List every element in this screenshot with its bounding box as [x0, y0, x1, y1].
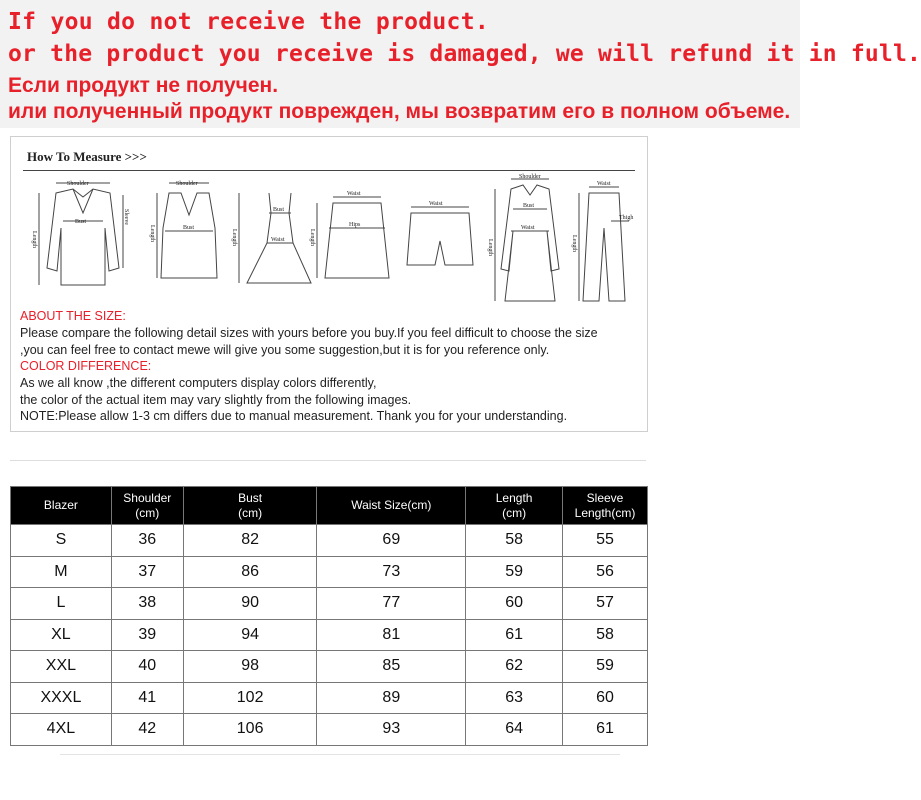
measurement-cell: 58	[563, 619, 648, 651]
camisole-diagram	[149, 181, 217, 278]
measurement-cell: 61	[563, 714, 648, 746]
measurement-cell: 98	[183, 651, 317, 683]
table-row	[11, 619, 648, 651]
measurement-cell: 42	[111, 714, 183, 746]
about-size-text-1: Please compare the following detail sizes with yours before you buy.If you feel difficult to choose the size	[20, 326, 598, 340]
refund-banner	[0, 0, 921, 128]
measurement-cell: 94	[183, 619, 317, 651]
refund-line-3: Если продукт не получен.	[8, 74, 279, 97]
garment-illustrations	[11, 173, 647, 313]
measurement-cell: 73	[317, 556, 466, 588]
measurement-cell: 102	[183, 682, 317, 714]
title-divider	[23, 170, 635, 171]
measurement-cell: 63	[466, 682, 563, 714]
bust-label: Bust	[183, 225, 195, 231]
sleeve-label: Sleeve	[123, 209, 129, 225]
header-cell	[11, 487, 112, 525]
measurement-cell: 64	[466, 714, 563, 746]
measurement-cell: 36	[111, 525, 183, 557]
measurement-cell: 40	[111, 651, 183, 683]
footer-divider	[60, 754, 620, 755]
measurement-cell: 37	[111, 556, 183, 588]
header-text: Bust	[238, 490, 263, 505]
header-cell	[466, 487, 563, 525]
measurement-cell: 56	[563, 556, 648, 588]
size-label-cell: S	[11, 525, 112, 557]
waist-label: Waist	[347, 191, 361, 197]
header-text: Sleeve	[586, 490, 624, 505]
measurement-cell: 60	[466, 588, 563, 620]
measurement-cell: 60	[563, 682, 648, 714]
length-label: Length	[231, 229, 237, 246]
waist-label: Waist	[521, 225, 535, 231]
table-row	[11, 556, 648, 588]
bust-label: Bust	[75, 219, 87, 225]
waist-label: Waist	[271, 237, 285, 243]
measurement-cell: 59	[563, 651, 648, 683]
about-size-text-2: ,you can feel free to contact mewe will give you some suggestion,but it is for you reference only.	[20, 343, 550, 357]
header-cell	[563, 487, 648, 525]
size-table-body	[11, 525, 648, 746]
size-chart	[10, 460, 646, 750]
refund-line-1: If you do not receive the product.	[8, 9, 490, 35]
blouse-diagram	[31, 181, 129, 285]
skirt-diagram	[309, 191, 389, 278]
measurement-cell: 90	[183, 588, 317, 620]
measurement-cell: 82	[183, 525, 317, 557]
table-row	[11, 714, 648, 746]
color-text-2: the color of the actual item may vary slightly from the following images.	[20, 393, 412, 407]
table-row	[11, 651, 648, 683]
measurement-cell: 59	[466, 556, 563, 588]
size-chart-divider	[10, 460, 646, 461]
measurement-note: NOTE:Please allow 1-3 cm differs due to manual measurement. Thank you for your understanding.	[20, 409, 568, 423]
measurement-cell: 93	[317, 714, 466, 746]
header-text: (cm)	[238, 505, 263, 520]
coat-diagram	[487, 174, 559, 301]
size-label-cell: XXXL	[11, 682, 112, 714]
size-label-cell: XXL	[11, 651, 112, 683]
shoulder-label: Shoulder	[67, 181, 89, 187]
bust-label: Bust	[523, 203, 535, 209]
strap-dress-diagram	[231, 193, 311, 283]
shoulder-label: Shoulder	[176, 181, 198, 187]
measurement-cell: 39	[111, 619, 183, 651]
refund-line-2: or the product you receive is damaged, we will refund it in full.	[8, 41, 921, 67]
table-row	[11, 525, 648, 557]
refund-line-4: или полученный продукт поврежден, мы возвратим его в полном объеме.	[8, 100, 791, 123]
table-row	[11, 588, 648, 620]
header-text: Shoulder	[123, 490, 172, 505]
length-label: Length	[487, 239, 493, 256]
size-label-cell: M	[11, 556, 112, 588]
shorts-diagram	[407, 201, 473, 265]
thigh-label: Thigh	[619, 215, 634, 221]
header-cell	[317, 487, 466, 525]
measurement-cell: 61	[466, 619, 563, 651]
measurement-cell: 86	[183, 556, 317, 588]
measurement-cell: 38	[111, 588, 183, 620]
size-label-cell: 4XL	[11, 714, 112, 746]
measurement-cell: 77	[317, 588, 466, 620]
measurement-cell: 69	[317, 525, 466, 557]
bust-label: Bust	[273, 207, 285, 213]
waist-label: Waist	[597, 181, 611, 187]
trousers-diagram	[571, 181, 633, 301]
size-label-cell: XL	[11, 619, 112, 651]
length-label: Length	[149, 225, 155, 242]
how-to-measure-title: How To Measure >>>	[27, 149, 147, 164]
header-text: (cm)	[135, 505, 160, 520]
header-cell	[183, 487, 317, 525]
color-difference-title: COLOR DIFFERENCE:	[20, 359, 152, 373]
size-table-header	[11, 487, 648, 525]
measurement-cell: 81	[317, 619, 466, 651]
size-label-cell: L	[11, 588, 112, 620]
measurement-cell: 89	[317, 682, 466, 714]
length-label: Length	[309, 229, 315, 246]
measurement-cell: 106	[183, 714, 317, 746]
header-text: Length	[495, 490, 533, 505]
measurement-cell: 41	[111, 682, 183, 714]
measurement-cell: 62	[466, 651, 563, 683]
color-text-1: As we all know ,the different computers display colors differently,	[20, 376, 377, 390]
measurement-cell: 85	[317, 651, 466, 683]
header-text: Length(cm)	[574, 505, 636, 520]
measurement-cell: 58	[466, 525, 563, 557]
header-text: (cm)	[502, 505, 527, 520]
header-text: Waist Size(cm)	[351, 498, 432, 512]
length-label: Length	[571, 235, 577, 252]
hips-label: Hips	[349, 222, 361, 228]
waist-label: Waist	[429, 201, 443, 207]
size-table	[10, 486, 648, 746]
how-to-measure-panel	[10, 136, 648, 432]
header-cell	[111, 487, 183, 525]
table-row	[11, 682, 648, 714]
measurement-cell: 57	[563, 588, 648, 620]
measurement-cell: 55	[563, 525, 648, 557]
header-text: Blazer	[43, 498, 78, 512]
shoulder-label: Shoulder	[519, 174, 541, 180]
about-size-title: ABOUT THE SIZE:	[20, 309, 126, 323]
length-label: Length	[31, 231, 37, 248]
